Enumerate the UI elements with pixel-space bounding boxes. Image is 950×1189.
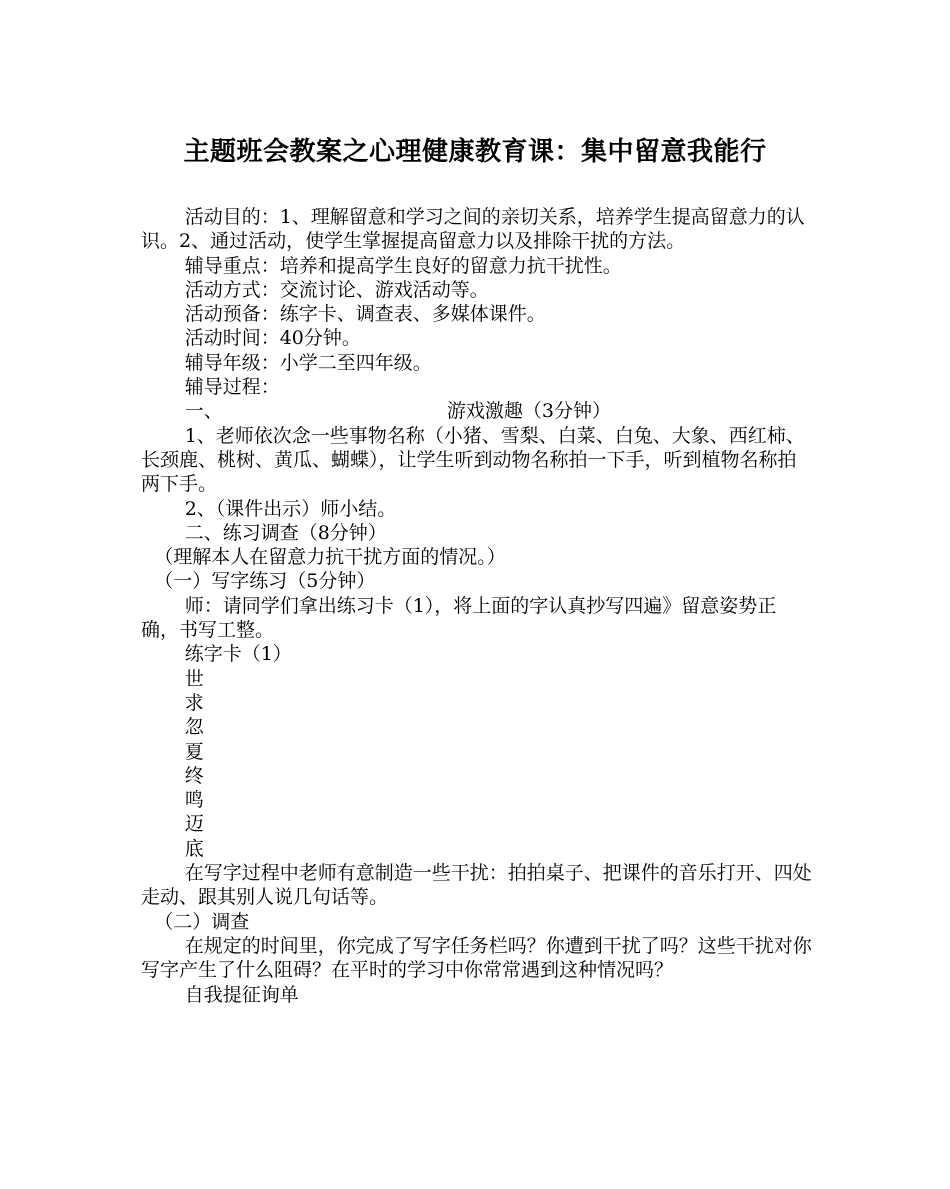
paragraph-survey-questions: 在规定的时间里，你完成了写字任务栏吗？你遭到干扰了吗？这些干扰对你写字产生了什么阻碍？在平时的学习中你常常遇到这种情况吗？ <box>141 934 812 982</box>
document-body <box>141 205 813 1007</box>
practice-char: 夏 <box>184 740 204 763</box>
section-one-heading <box>141 399 813 423</box>
section-one-number: 一、 <box>184 400 223 423</box>
practice-char: 终 <box>184 764 204 787</box>
paragraph-process: 辅导过程： <box>184 376 280 399</box>
paragraph-grade: 辅导年级：小学二至四年级。 <box>184 351 432 374</box>
subsection-writing-heading: （一）写字练习（5分钟） <box>154 570 376 593</box>
paragraph-activity-goal: 活动目的：1、理解留意和学习之间的亲切关系，培养学生提高留意力的认识。2、通过活动，使学生掌握提高留意力以及排除干扰的方法。 <box>141 206 805 253</box>
paragraph-section-two-note: （理解本人在留意力抗干扰方面的情况。） <box>154 546 506 569</box>
section-two-heading: 二、练习调查（8分钟） <box>184 521 387 544</box>
practice-char: 迈 <box>184 813 204 836</box>
paragraph-summary: 2、（课件出示）师小结。 <box>184 497 397 520</box>
practice-char: 底 <box>184 837 204 860</box>
practice-char: 世 <box>184 667 204 690</box>
paragraph-game-steps: 1、老师依次念一些事物名称（小猪、雪梨、白菜、白兔、大象、西红柿、长颈鹿、桃树、黄瓜、蝴蝶），让学生听到动物名称拍一下手，听到植物名称拍两下手。 <box>141 424 805 496</box>
paragraph-interference: 在写字过程中老师有意制造一些干扰：拍拍桌子、把课件的音乐打开、四处走动、跟其别人说几句话等。 <box>141 862 812 909</box>
practice-char: 求 <box>184 691 204 714</box>
subsection-survey-heading: （二）调查 <box>154 910 250 933</box>
practice-char: 忽 <box>184 716 204 739</box>
practice-card-label: 练字卡（1） <box>184 643 292 666</box>
practice-char: 鸣 <box>184 789 204 812</box>
self-check-form-label: 自我提征询单 <box>184 983 299 1006</box>
paragraph-duration: 活动时间：40分钟。 <box>184 327 361 350</box>
paragraph-focus: 辅导重点：培养和提高学生良好的留意力抗干扰性。 <box>184 254 622 277</box>
section-one-title: 游戏激趣（3分钟） <box>446 400 611 423</box>
paragraph-method: 活动方式：交流讨论、游戏活动等。 <box>184 278 489 301</box>
document-title: 主题班会教案之心理健康教育课：集中留意我能行 <box>183 137 767 167</box>
paragraph-teacher-instruction: 师：请同学们拿出练习卡（1），将上面的字认真抄写四遍》留意姿势正确，书写工整。 <box>141 594 777 642</box>
paragraph-preparation: 活动预备：练字卡、调查表、多媒体课件。 <box>184 303 546 326</box>
